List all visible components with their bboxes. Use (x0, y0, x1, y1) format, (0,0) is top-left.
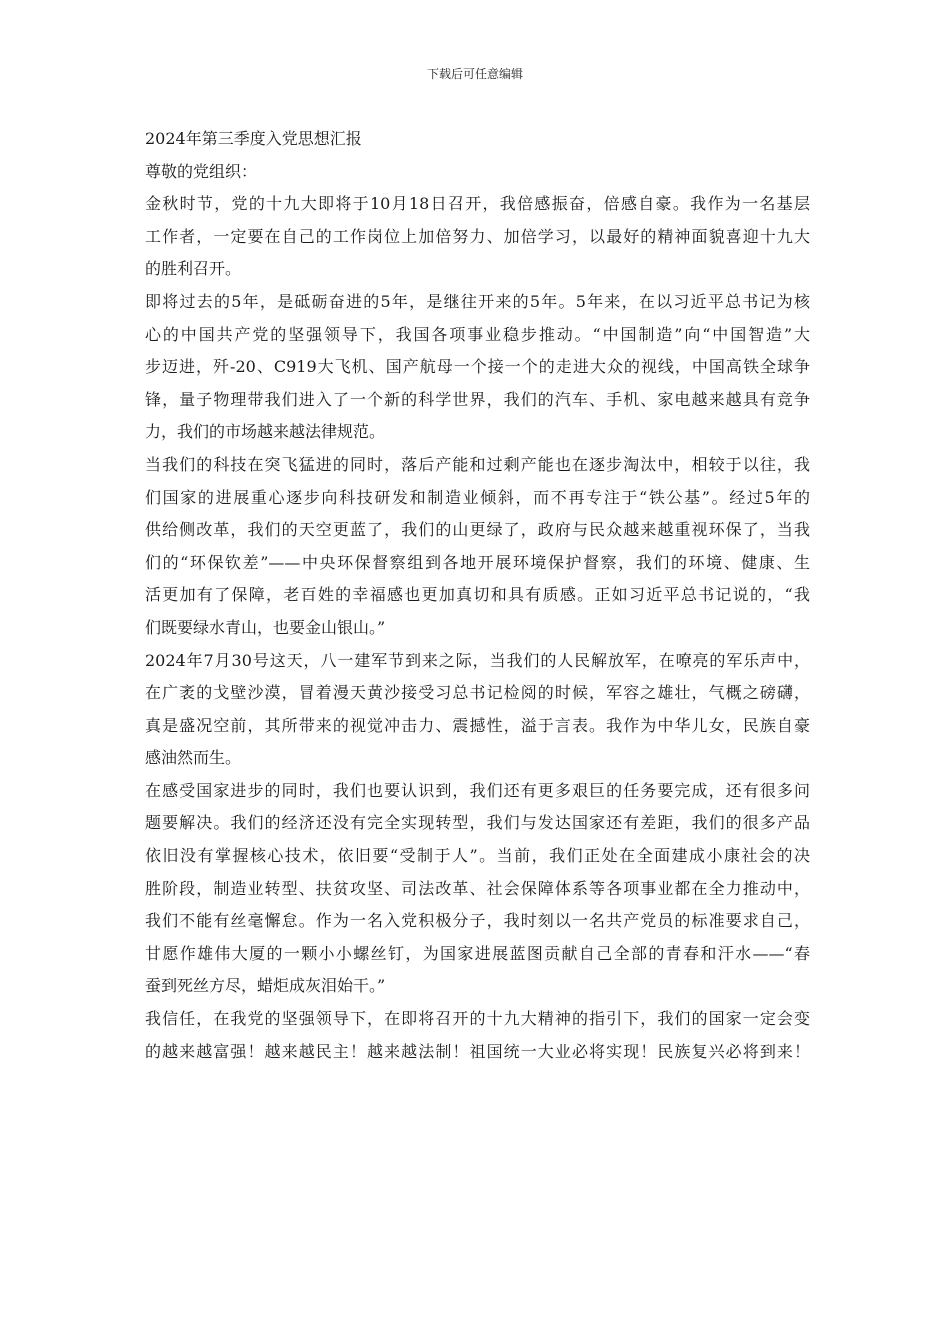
paragraph-line: 们既要绿水青山，也要金山银山。” (145, 617, 386, 637)
paragraph (145, 775, 810, 1003)
paragraph-line: 心的中国共产党的坚强领导下，我国各项事业稳步推动。“中国制造”向“中国智造”大 (145, 324, 810, 344)
paragraph-line: 真是盛况空前，其所带来的视觉冲击力、震撼性，溢于言表。我作为中华儿女，民族自豪 (145, 715, 810, 735)
paragraph (145, 188, 810, 286)
paragraph-line: 活更加有了保障，老百姓的幸福感也更加真切和具有质感。正如习近平总书记说的，“我 (145, 585, 810, 605)
paragraph-line: 感油然而生。 (145, 748, 242, 768)
paragraph-line: 蚕到死丝方尽，蜡炬成灰泪始干。” (145, 976, 386, 996)
paragraph-line: 甘愿作雄伟大厦的一颗小小螺丝钉，为国家进展蓝图贡献自己全部的青春和汗水——“春 (145, 943, 810, 963)
paragraph-line: 金秋时节，党的十九大即将于10月18日召开，我倍感振奋，倍感自豪。我作为一名基层 (145, 194, 810, 214)
paragraph (145, 286, 810, 449)
paragraph-line: 力，我们的市场越来越法律规范。 (145, 422, 386, 442)
salutation: 尊敬的党组织： (145, 161, 258, 181)
paragraph (145, 449, 810, 645)
document-title: 2024年第三季度入党思想汇报 (145, 129, 362, 148)
paragraph-line: 我们不能有丝毫懈怠。作为一名入党积极分子，我时刻以一名共产党员的标准要求自己， (145, 911, 810, 931)
paragraph-line: 胜阶段，制造业转型、扶贫攻坚、司法改革、社会保障体系等各项事业都在全力推动中， (145, 878, 810, 898)
paragraph-line: 工作者，一定要在自己的工作岗位上加倍努力、加倍学习，以最好的精神面貌喜迎十九大 (145, 226, 810, 246)
paragraph-line: 供给侧改革，我们的天空更蓝了，我们的山更绿了，政府与民众越来越重视环保了，当我 (145, 520, 810, 540)
paragraph (145, 1003, 810, 1068)
paragraph-line: 们国家的进展重心逐步向科技研发和制造业倾斜，而不再专注于“铁公基”。经过5年的 (145, 487, 810, 507)
paragraph-line: 即将过去的5年，是砥砺奋进的5年，是继往开来的5年。5年来，在以习近平总书记为核 (145, 291, 810, 311)
paragraph-line: 们的“环保钦差”——中央环保督察组到各地开展环境保护督察，我们的环境、健康、生 (145, 552, 810, 572)
paragraph-line: 我信任，在我党的坚强领导下，在即将召开的十九大精神的指引下，我们的国家一定会变 (145, 1009, 810, 1029)
document-body (145, 123, 810, 1068)
paragraph-line: 的胜利召开。 (145, 259, 242, 279)
paragraph-line: 锋，量子物理带我们进入了一个新的科学世界，我们的汽车、手机、家电越来越具有竞争 (145, 389, 810, 409)
paragraph-line: 的越来越富强！越来越民主！越来越法制！祖国统一大业必将实现！民族复兴必将到来！ (145, 1041, 810, 1061)
paragraph-line: 在广袤的戈壁沙漠，冒着漫天黄沙接受习总书记检阅的时候，军容之雄壮，气概之磅礴， (145, 683, 810, 703)
page-header-note: 下载后可任意编辑 (426, 67, 523, 81)
paragraph-line: 步迈进，歼-20、C919大飞机、国产航母一个接一个的走进大众的视线，中国高铁全球争 (145, 357, 810, 377)
paragraph-line: 依旧没有掌握核心技术，依旧要“受制于人”。当前，我们正处在全面建成小康社会的决 (145, 846, 810, 866)
paragraph-line: 2024年7月30号这天，八一建军节到来之际，当我们的人民解放军，在嘹亮的军乐声中， (145, 650, 810, 670)
paragraph-line: 在感受国家进步的同时，我们也要认识到，我们还有更多艰巨的任务要完成，还有很多问 (145, 780, 810, 800)
paragraph-line: 当我们的科技在突飞猛进的同时，落后产能和过剩产能也在逐步淘汰中，相较于以往，我 (145, 454, 810, 474)
paragraph (145, 645, 810, 775)
paragraph-line: 题要解决。我们的经济还没有完全实现转型，我们与发达国家还有差距，我们的很多产品 (145, 813, 810, 833)
